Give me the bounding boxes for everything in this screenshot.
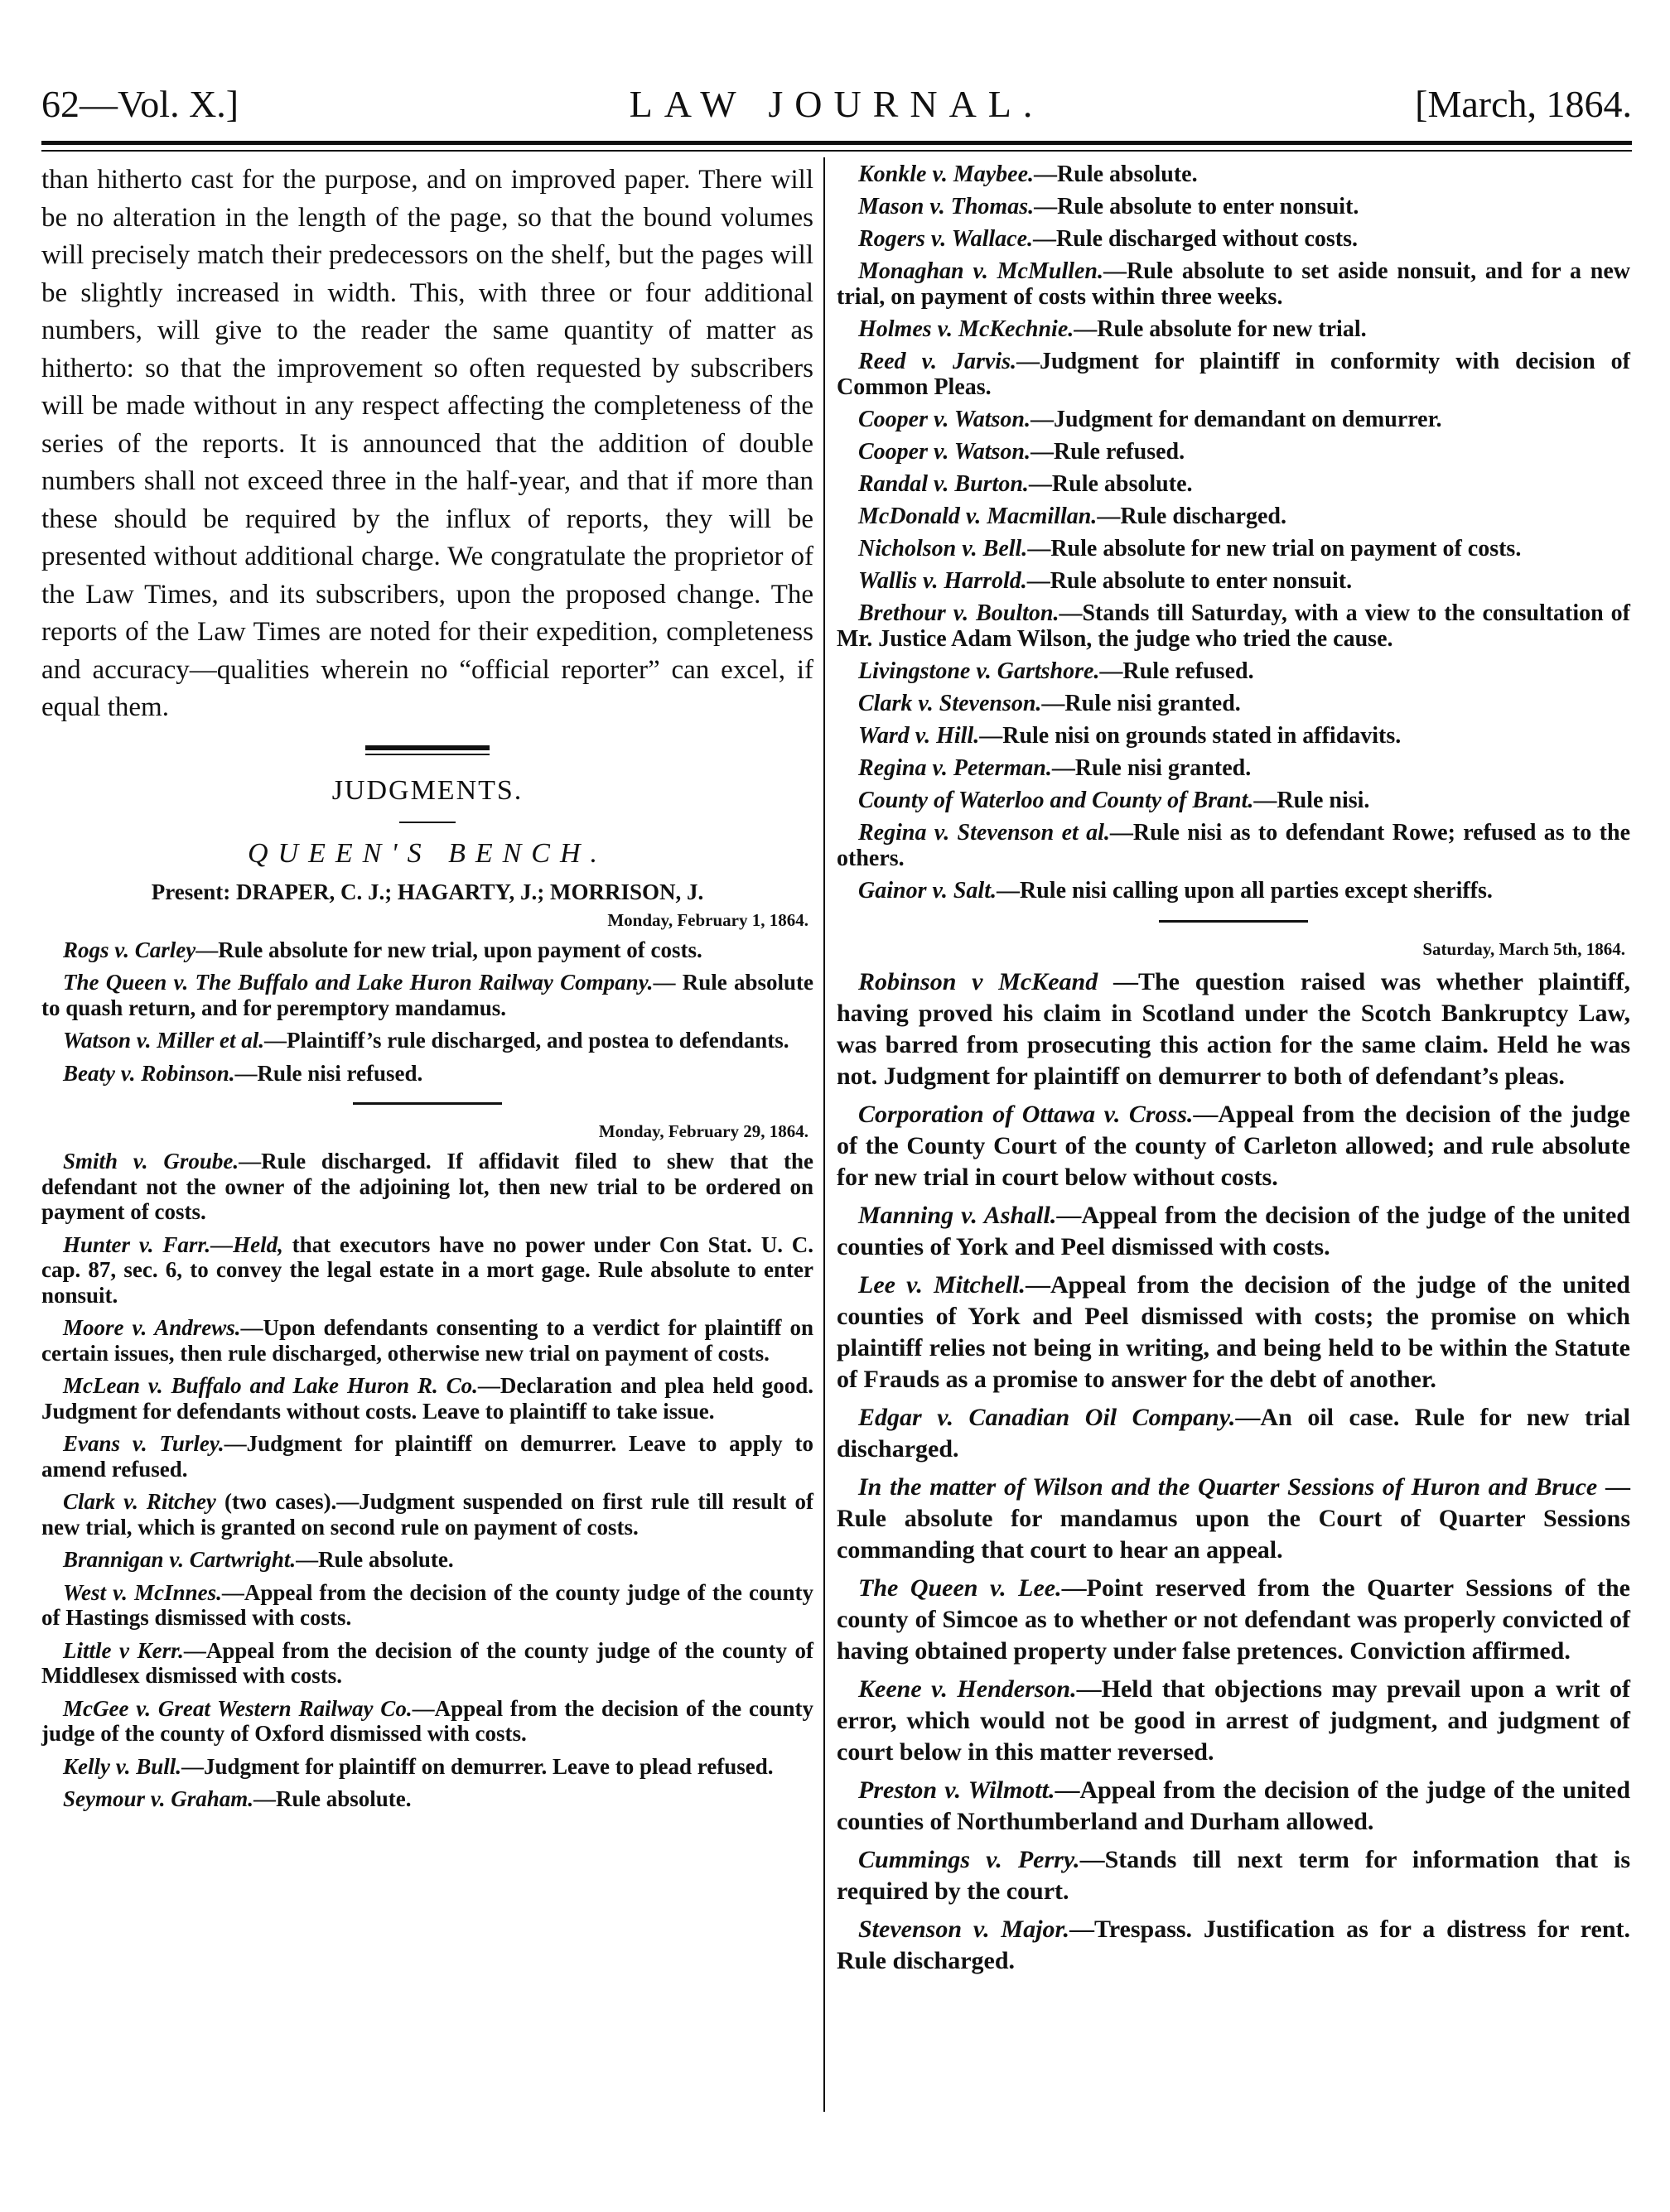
judgment-entry xyxy=(41,970,813,1020)
case-name: Holmes v. McKechnie. xyxy=(858,316,1074,342)
judgment-text: —Rule absolute to enter nonsuit. xyxy=(1026,568,1353,594)
section-rule xyxy=(365,745,490,750)
judgment-text: —An oil case. Rule for new trial discharged. xyxy=(837,1404,1630,1463)
judgment-entry xyxy=(837,600,1630,652)
judgment-entry xyxy=(41,1754,813,1780)
judgment-list-continued xyxy=(837,161,1630,904)
case-name: Cooper v. Watson. xyxy=(858,407,1030,432)
judgment-text: —Rule discharged. If affidavit filed to shew that the defendant not the owner of the adjoining lot, then new trial to be ordered on payment of costs. xyxy=(41,1149,813,1224)
judgment-entry xyxy=(837,568,1630,594)
judgment-list-mar-5 xyxy=(837,966,1630,1977)
case-name: Edgar v. Canadian Oil Company. xyxy=(858,1404,1236,1431)
judgment-text: —Rule absolute to enter nonsuit. xyxy=(1034,194,1359,219)
case-name: Brethour v. Boulton. xyxy=(858,600,1059,626)
judgment-text: —Rule nisi granted. xyxy=(1051,755,1252,781)
judgment-entry xyxy=(837,258,1630,310)
judgment-text: —The question raised was whether plaintiff, having proved his claim in Scotland under the Scotch Bankruptcy Law, was barred from prosecuting this action for the same claim. Held he was not. Judgment for plaintiff on demurrer to both of defendant’s pleas. xyxy=(837,968,1630,1090)
judgment-entry xyxy=(41,937,813,963)
case-name: McGee v. Great Western Railway Co. xyxy=(63,1695,413,1721)
judgment-entry xyxy=(837,691,1630,716)
case-name: Brannigan v. Cartwright. xyxy=(63,1547,297,1572)
date-rule xyxy=(1159,920,1308,923)
judgment-text: —Declaration and plea held good. Judgment for defendants without costs. Leave to plaintiff to take issue. xyxy=(41,1373,813,1424)
judgment-text: —Judgment for plaintiff on demurrer. Leave to apply to amend refused. xyxy=(41,1431,814,1482)
judgment-entry xyxy=(41,1373,813,1424)
judgment-entry xyxy=(837,1914,1630,1977)
case-name: Nicholson v. Bell. xyxy=(858,536,1028,561)
judgment-text: —Judgment for demandant on demurrer. xyxy=(1030,407,1442,432)
judgment-text: —Held that objections may prevail upon a writ of error, which would not be good in arrest of judgment, and judgment of court below in this matter reversed. xyxy=(837,1675,1631,1766)
case-name: Wallis v. Harrold. xyxy=(858,568,1027,594)
case-name: The Queen v. Lee. xyxy=(858,1574,1062,1602)
judgments-heading: JUDGMENTS. xyxy=(331,774,524,806)
case-name: Seymour v. Graham. xyxy=(63,1786,254,1811)
judgment-entry xyxy=(837,194,1630,219)
case-name: Gainor v. Salt. xyxy=(858,878,997,904)
judgment-text: —Stands till Saturday, with a view to the consultation of Mr. Justice Adam Wilson, the judge who tried the cause. xyxy=(837,600,1630,652)
court-heading: QUEEN'S BENCH. xyxy=(247,837,608,869)
judgment-entry xyxy=(837,1844,1630,1907)
judgment-text: —Rule nisi calling upon all parties except sheriffs. xyxy=(997,878,1493,904)
judgment-text: —Trespass. Justification as for a distress for rent. Rule discharged. xyxy=(837,1916,1630,1974)
judgment-text: —Stands till next term for information that is required by the court. xyxy=(837,1846,1630,1905)
judgment-entry xyxy=(41,1580,813,1631)
judgment-entry xyxy=(837,226,1630,252)
header-rule-thin xyxy=(41,150,1632,152)
judgment-entry xyxy=(41,1489,813,1540)
case-name: Smith v. Groube. xyxy=(63,1149,239,1173)
judgment-entry xyxy=(41,1431,813,1482)
heading-rule xyxy=(399,822,456,823)
judgment-text: —Rule absolute. xyxy=(253,1786,412,1811)
case-name: Little v Kerr. xyxy=(63,1637,184,1663)
judgment-text: —Appeal from the decision of the county judge of the county of Oxford dismissed with costs. xyxy=(41,1695,813,1746)
judgment-entry xyxy=(837,788,1630,813)
right-column xyxy=(837,161,1630,1983)
judgment-text: —Appeal from the decision of the judge of the united counties of York and Peel dismissed with costs; the promise on which plaintiff relies not being in writing, and being held to be within the Statute of Frauds as a promise to answer for the debt of another. xyxy=(837,1271,1630,1393)
page-header xyxy=(41,80,1632,137)
case-name: Monaghan v. McMullen. xyxy=(858,258,1104,284)
judgment-entry xyxy=(837,349,1630,400)
judgment-entry xyxy=(837,1099,1630,1193)
case-name: Clark v. Ritchey xyxy=(63,1489,216,1514)
case-name: Livingstone v. Gartshore. xyxy=(858,658,1100,684)
judgment-text: —Rule discharged. xyxy=(1097,504,1286,529)
judgment-entry xyxy=(837,471,1630,497)
judgment-entry xyxy=(837,658,1630,684)
case-name: Hunter v. Farr.—Held, xyxy=(63,1231,283,1257)
case-name: Manning v. Ashall. xyxy=(858,1202,1057,1229)
left-column xyxy=(41,161,813,1819)
judgment-entry xyxy=(837,1270,1630,1395)
judgment-entry xyxy=(41,1547,813,1573)
judgment-entry xyxy=(837,723,1630,749)
case-name: Lee v. Mitchell. xyxy=(858,1271,1026,1299)
judgment-text: —Rule absolute to set aside nonsuit, and for a new trial, on payment of costs within three weeks. xyxy=(837,258,1630,310)
volume-label: 62—Vol. X.] xyxy=(41,83,239,125)
case-name: Reed v. Jarvis. xyxy=(858,349,1017,374)
case-name: Evans v. Turley. xyxy=(63,1431,224,1456)
judgment-text: —Rule nisi granted. xyxy=(1041,691,1241,716)
judgment-entry xyxy=(837,1674,1630,1768)
judgment-entry xyxy=(41,1028,813,1053)
column-divider xyxy=(823,157,825,2112)
case-name: Randal v. Burton. xyxy=(858,471,1029,497)
judgment-entry xyxy=(41,1638,813,1689)
judgment-text: (two cases).—Judgment suspended on first rule till result of new trial, which is granted on second rule on payment of costs. xyxy=(41,1489,813,1540)
case-name: County of Waterloo and County of Brant. xyxy=(858,788,1254,813)
judgment-entry xyxy=(41,1149,813,1225)
header-rule-thick xyxy=(41,141,1632,145)
case-name: Robinson v McKeand xyxy=(858,968,1098,995)
judgment-text: —Appeal from the decision of the county judge of the county of Middlesex dismissed with costs. xyxy=(41,1637,813,1688)
date-heading: Monday, February 1, 1864. xyxy=(607,909,808,930)
judgment-text: —Point reserved from the Quarter Sessions of the county of Simcoe as to whether or not defendant was properly convicted of having obtained property under false pretences. Conviction affirmed. xyxy=(837,1574,1630,1665)
case-name: The Queen v. The Buffalo and Lake Huron Railway Company. xyxy=(63,970,654,995)
case-name: Corporation of Ottawa v. Cross. xyxy=(858,1101,1194,1128)
case-name: Moore v. Andrews. xyxy=(63,1315,241,1340)
case-name: Regina v. Peterman. xyxy=(858,755,1052,781)
judgment-entry xyxy=(41,1696,813,1747)
judgment-text: —Rule refused. xyxy=(1099,658,1254,684)
case-name: Ward v. Hill. xyxy=(858,723,980,749)
judgment-text: — Rule absolute to quash return, and for peremptory mandamus. xyxy=(41,970,813,1020)
judgment-text: that executors have no power under Con Stat. U. C. cap. 87, sec. 6, to convey the legal estate in a mort gage. Rule absolute to enter nonsuit. xyxy=(41,1231,813,1308)
judgment-list-feb-29 xyxy=(41,1149,813,1812)
date-rule xyxy=(353,1102,502,1105)
judgment-entry xyxy=(41,1061,813,1087)
date-heading: Monday, February 29, 1864. xyxy=(598,1121,808,1141)
journal-title: LAW JOURNAL. xyxy=(629,83,1045,125)
judgment-text: —Appeal from the decision of the county judge of the county of Hastings dismissed with costs. xyxy=(41,1579,814,1630)
case-name: In the matter of Wilson and the Quarter Sessions of Huron and Bruce xyxy=(858,1473,1598,1501)
case-name: Rogers v. Wallace. xyxy=(858,226,1034,252)
judgment-text: —Rule absolute. xyxy=(1028,471,1193,497)
judgment-text: —Rule absolute for new trial, upon payment of costs. xyxy=(195,937,702,962)
judgment-entry xyxy=(837,1472,1630,1566)
judgment-text: —Appeal from the decision of the judge of the united counties of York and Peel dismissed with costs. xyxy=(837,1202,1630,1260)
case-name: Stevenson v. Major. xyxy=(858,1916,1069,1943)
judgment-entry xyxy=(837,316,1630,342)
judgment-list-feb-1 xyxy=(41,937,813,1087)
case-name: Watson v. Miller et al. xyxy=(63,1028,264,1053)
judgment-text: —Rule absolute. xyxy=(1034,161,1198,187)
case-name: West v. McInnes. xyxy=(63,1579,222,1605)
judgment-entry xyxy=(41,1786,813,1812)
case-name: Mason v. Thomas. xyxy=(858,194,1035,219)
judgment-entry xyxy=(837,1200,1630,1263)
judgment-entry xyxy=(837,439,1630,465)
case-name: McLean v. Buffalo and Lake Huron R. Co. xyxy=(63,1373,478,1398)
judgment-entry xyxy=(837,407,1630,432)
judgment-text: —Rule absolute for new trial. xyxy=(1074,316,1367,342)
judgment-text: —Rule nisi on grounds stated in affidavits. xyxy=(979,723,1402,749)
lead-paragraph: than hitherto cast for the purpose, and on improved paper. There will be no alteration in the length of the page, so that the bound volumes will precisely match their predecessors on the shelf, but the pages will be slightly increased in width. This, with three or four additional numbers, will give to the reader the same quantity of matter as hitherto: so that the improvement so often requested by subscribers will be made without in any respect affecting the completeness of the series of the reports. It is announced that the addition of double numbers shall not exceed three in the half-year, and that if more than these should be required by the influx of reports, they will be presented without additional charge. We congratulate the proprietor of the Law Times, and its subscribers, upon the proposed change. The reports of the Law Times are noted for their expedition, completeness and accuracy—qualities wherein no “official reporter” can excel, if equal them. xyxy=(41,165,813,722)
judgment-entry xyxy=(837,878,1630,904)
issue-date: [March, 1864. xyxy=(1415,83,1632,125)
judgment-entry xyxy=(837,1402,1630,1465)
judgment-entry xyxy=(41,1232,813,1308)
judgment-text: —Rule absolute. xyxy=(296,1547,454,1572)
judgment-text: —Judgment for plaintiff on demurrer. Leave to plead refused. xyxy=(181,1753,774,1779)
present-line: Present: DRAPER, C. J.; HAGARTY, J.; MORRISON, J. xyxy=(151,879,704,904)
judgment-text: —Appeal from the decision of the judge of the County Court of the county of Carleton allowed; and rule absolute for new trial in court below without costs. xyxy=(837,1101,1630,1191)
judgment-entry xyxy=(837,1573,1630,1667)
judgment-entry xyxy=(41,1315,813,1366)
case-name: Cummings v. Perry. xyxy=(858,1846,1080,1873)
judgment-text: —Plaintiff’s rule discharged, and postea to defendants. xyxy=(264,1028,789,1053)
judgment-entry xyxy=(837,536,1630,561)
judgment-text: —Rule discharged without costs. xyxy=(1033,226,1359,252)
case-name: Beaty v. Robinson. xyxy=(63,1060,235,1086)
case-name: Regina v. Stevenson et al. xyxy=(858,820,1110,846)
case-name: Rogs v. Carley xyxy=(63,937,196,962)
judgment-entry xyxy=(837,966,1630,1092)
judgment-entry xyxy=(837,504,1630,529)
judgment-entry xyxy=(837,1775,1630,1838)
judgment-text: —Rule nisi. xyxy=(1253,788,1370,813)
case-name: Preston v. Wilmott. xyxy=(858,1776,1055,1804)
judgment-text: —Rule refused. xyxy=(1030,439,1185,465)
judgment-entry xyxy=(837,161,1630,187)
judgment-entry xyxy=(837,820,1630,871)
judgment-text: —Rule nisi as to defendant Rowe; refused as to the others. xyxy=(837,820,1631,871)
case-name: Kelly v. Bull. xyxy=(63,1753,181,1779)
judgment-text: —Rule nisi refused. xyxy=(234,1060,423,1086)
judgment-text: —Judgment for plaintiff in conformity with decision of Common Pleas. xyxy=(837,349,1631,400)
judgment-text: —Appeal from the decision of the judge of the united counties of Northumberland and Durham allowed. xyxy=(837,1776,1630,1835)
case-name: Cooper v. Watson. xyxy=(858,439,1030,465)
judgment-text: —Rule absolute for mandamus upon the Court of Quarter Sessions commanding that court to hear an appeal. xyxy=(837,1473,1631,1564)
case-name: Konkle v. Maybee. xyxy=(858,161,1035,187)
judgment-entry xyxy=(837,755,1630,781)
case-name: McDonald v. Macmillan. xyxy=(858,504,1098,529)
case-name: Keene v. Henderson. xyxy=(858,1675,1077,1703)
judgment-text: —Rule absolute for new trial on payment of costs. xyxy=(1027,536,1522,561)
date-heading: Saturday, March 5th, 1864. xyxy=(1422,939,1625,959)
judgment-text: —Upon defendants consenting to a verdict for plaintiff on certain issues, then rule discharged, otherwise new trial on payment of costs. xyxy=(41,1315,813,1366)
case-name: Clark v. Stevenson. xyxy=(858,691,1042,716)
